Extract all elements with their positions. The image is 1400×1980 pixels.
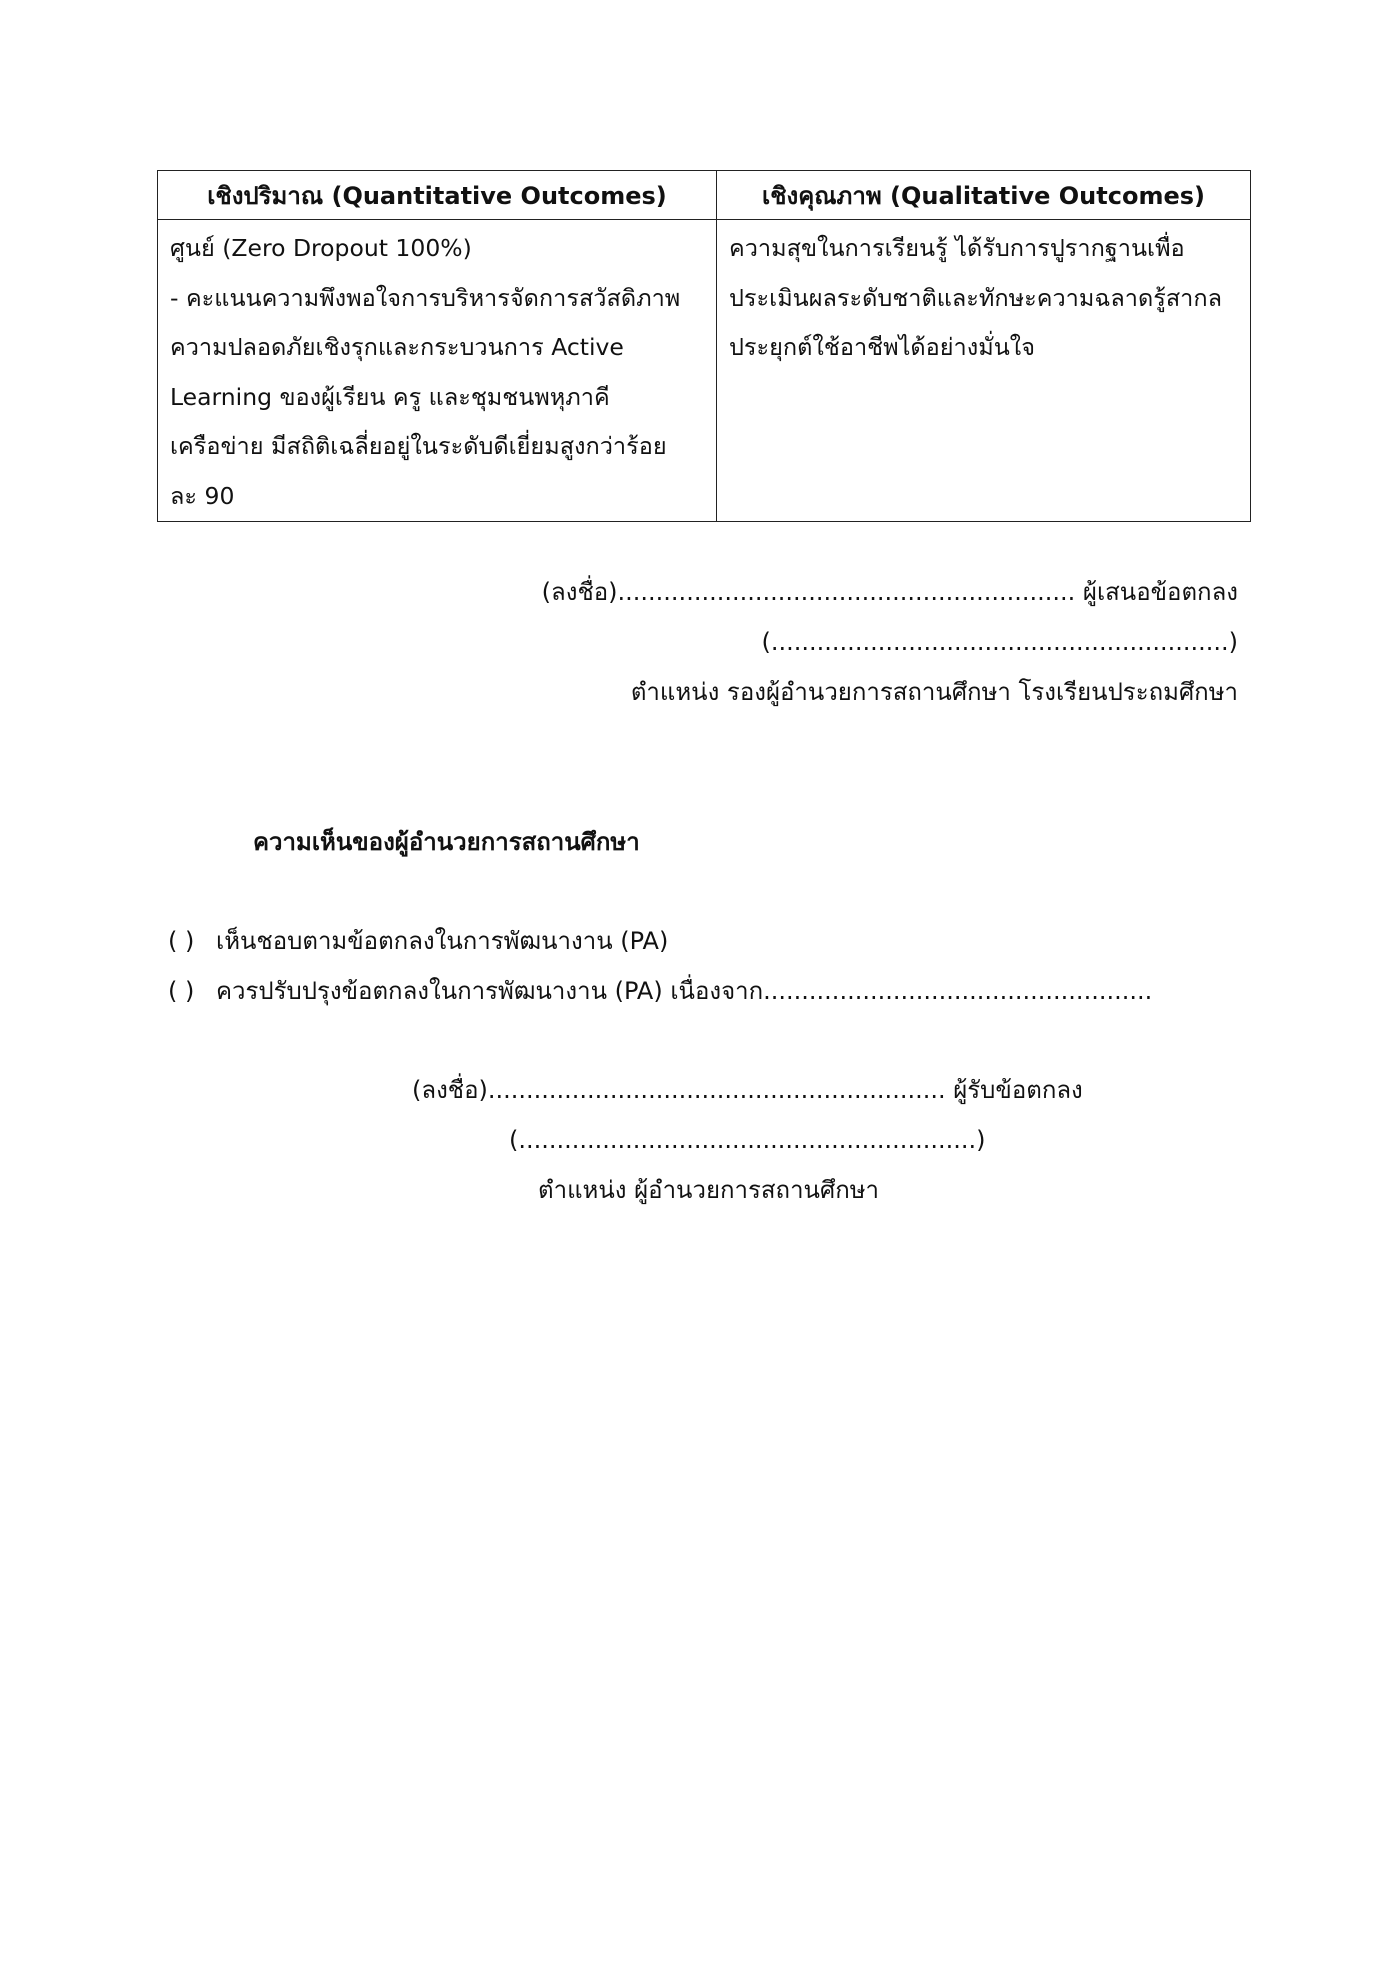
option-approve-checkbox[interactable]: ( ): [168, 927, 195, 955]
quantitative-cell: [158, 220, 717, 522]
quantitative-line: - คะแนนความพึงพอใจการบริหารจัดการสวัสดิภาพ: [170, 283, 681, 312]
proposer-signature-line: (ลงชื่อ)............................................................ ผู้เสนอข้อตกลง: [541, 578, 1238, 606]
option-revise-checkbox[interactable]: ( ): [168, 977, 195, 1005]
quantitative-line: ละ 90: [170, 481, 235, 510]
qualitative-line: ประยุกต์ใช้อาชีพได้อย่างมั่นใจ: [729, 333, 1036, 361]
qualitative-line: ประเมินผลระดับชาติและทักษะความฉลาดรู้สากล: [729, 283, 1223, 312]
approver-name-line: (............................................................): [509, 1126, 986, 1154]
table-row: [158, 220, 1251, 522]
proposer-name-line: (............................................................): [761, 628, 1238, 656]
option-approve: [168, 925, 668, 957]
qualitative-header: เชิงคุณภาพ (Qualitative Outcomes): [717, 171, 1251, 220]
outcomes-table: [157, 170, 1251, 522]
opinion-heading: ความเห็นของผู้อำนวยการสถานศึกษา: [253, 828, 640, 856]
option-revise-label: ควรปรับปรุงข้อตกลงในการพัฒนางาน (PA) เนื่องจาก...................................................: [216, 977, 1153, 1005]
option-revise: [168, 975, 1152, 1007]
approver-position: ตำแหน่ง ผู้อำนวยการสถานศึกษา: [538, 1176, 880, 1204]
quantitative-line: Learning ของผู้เรียน ครู และชุมชนพหุภาคี: [170, 382, 610, 411]
proposer-position: ตำแหน่ง รองผู้อำนวยการสถานศึกษา โรงเรียนประถมศึกษา: [630, 678, 1238, 706]
approver-signature-line: (ลงชื่อ)............................................................ ผู้รับข้อตกลง: [412, 1076, 1083, 1104]
table-header-row: [158, 171, 1251, 220]
option-approve-label: เห็นชอบตามข้อตกลงในการพัฒนางาน (PA): [216, 927, 669, 955]
quantitative-line: เครือข่าย มีสถิติเฉลี่ยอยู่ในระดับดีเยี่ยมสูงกว่าร้อย: [170, 432, 667, 460]
quantitative-line: ความปลอดภัยเชิงรุกและกระบวนการ Active: [170, 333, 624, 361]
qualitative-cell: [717, 220, 1251, 522]
quantitative-header: เชิงปริมาณ (Quantitative Outcomes): [158, 171, 717, 220]
qualitative-line: ความสุขในการเรียนรู้ ได้รับการปูรากฐานเพื่อ: [729, 234, 1185, 262]
quantitative-line: ศูนย์ (Zero Dropout 100%): [170, 234, 472, 262]
